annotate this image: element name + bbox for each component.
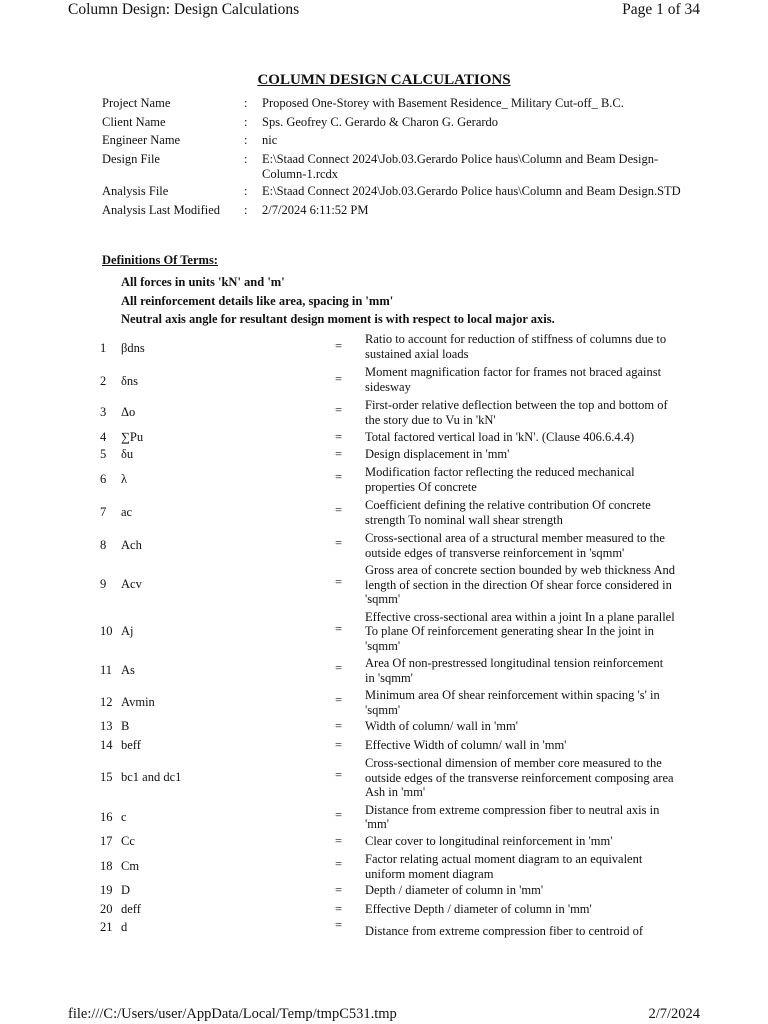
- term-equals: =: [335, 430, 343, 444]
- term-number: 5: [100, 446, 107, 461]
- term-row: [0, 498, 768, 527]
- term-row: [0, 365, 768, 394]
- info-colon: :: [244, 203, 248, 217]
- term-equals: =: [335, 719, 343, 733]
- note-neutral-axis: Neutral axis angle for resultant design moment is with respect to local major axis.: [121, 312, 555, 326]
- terms-list: [0, 332, 768, 939]
- info-label: Analysis File: [102, 184, 169, 198]
- term-symbol: Ach: [121, 538, 142, 552]
- term-equals: =: [335, 883, 343, 897]
- term-equals: =: [335, 372, 343, 386]
- term-row: [0, 738, 768, 753]
- term-equals: =: [335, 768, 343, 782]
- info-value: Proposed One-Storey with Basement Residence_ Military Cut-off_ B.C.: [262, 96, 624, 110]
- info-row-engineer-name: [102, 133, 682, 148]
- term-equals: =: [335, 901, 343, 916]
- page-header-title: Column Design: Design Calculations: [68, 1, 300, 18]
- note-forces-units: All forces in units 'kN' and 'm': [121, 275, 285, 289]
- term-symbol: Cm: [121, 859, 140, 873]
- term-description: Effective Width of column/ wall in 'mm': [365, 737, 567, 752]
- term-equals: =: [335, 403, 343, 417]
- term-number: 21: [100, 920, 113, 934]
- term-equals: =: [335, 470, 343, 484]
- info-row-analysis-last-modified: [102, 203, 682, 218]
- term-symbol: c: [121, 809, 127, 824]
- term-row: [0, 531, 768, 560]
- term-row: [0, 719, 768, 734]
- term-number: 17: [100, 833, 113, 848]
- term-equals: =: [335, 536, 343, 550]
- info-row-project-name: [102, 96, 682, 111]
- term-number: 16: [100, 809, 113, 824]
- term-row: [0, 610, 768, 654]
- term-row: [0, 834, 768, 849]
- info-label: Analysis Last Modified: [102, 203, 221, 217]
- term-number: 6: [100, 472, 107, 486]
- term-number: 20: [100, 901, 113, 916]
- info-label: Design File: [102, 152, 160, 166]
- info-label: Engineer Name: [102, 133, 181, 147]
- term-symbol: Avmin: [121, 695, 155, 709]
- info-row-design-file: [102, 152, 682, 182]
- term-description: Ratio to account for reduction of stiffness of columns due to sustained axial loads: [365, 332, 667, 361]
- term-description: Coefficient defining the relative contribution Of concrete strength To nominal wall shear strength: [365, 498, 651, 527]
- term-equals: =: [335, 339, 343, 353]
- term-symbol: deff: [121, 901, 141, 916]
- term-description: Factor relating actual moment diagram to an equivalent uniform moment diagram: [365, 852, 643, 881]
- term-description: Moment magnification factor for frames not braced against sidesway: [365, 365, 662, 394]
- term-symbol: As: [121, 663, 135, 677]
- term-symbol: ac: [121, 505, 133, 519]
- term-row: [0, 430, 768, 445]
- term-number: 7: [100, 505, 107, 519]
- term-symbol: λ: [121, 472, 128, 486]
- term-symbol: Acv: [121, 577, 142, 591]
- term-number: 4: [100, 430, 107, 444]
- term-row: [0, 920, 768, 939]
- term-equals: =: [335, 503, 343, 517]
- term-symbol: D: [121, 883, 131, 897]
- term-number: 14: [100, 737, 113, 752]
- term-symbol: βdns: [121, 341, 145, 355]
- info-value: Sps. Geofrey C. Gerardo & Charon G. Gerardo: [262, 115, 499, 129]
- info-colon: :: [244, 133, 248, 147]
- info-colon: :: [244, 184, 248, 198]
- term-row: [0, 465, 768, 494]
- term-equals: =: [335, 833, 343, 848]
- info-row-analysis-file: [102, 184, 682, 199]
- term-description: Gross area of concrete section bounded by web thickness And length of section in the direction Of shear force considered in 'sqmm': [365, 563, 675, 606]
- info-label: Project Name: [102, 96, 171, 110]
- project-info-table: [102, 96, 682, 218]
- info-colon: :: [244, 152, 248, 166]
- term-equals: =: [335, 621, 343, 636]
- term-row: [0, 902, 768, 917]
- term-description: Clear cover to longitudinal reinforcement in 'mm': [365, 833, 613, 848]
- term-description: Cross-sectional dimension of member core measured to the outside edges of the transverse reinforcement composing area Ash in 'mm': [365, 756, 674, 799]
- info-colon: :: [244, 96, 248, 110]
- term-row: [0, 803, 768, 832]
- term-row: [0, 332, 768, 361]
- term-description: Cross-sectional area of a structural member measured to the outside edges of transverse reinforcement in 'sqmm': [365, 531, 665, 560]
- term-number: 2: [100, 374, 107, 388]
- term-number: 8: [100, 538, 107, 552]
- term-row: [0, 563, 768, 607]
- page-number: Page 1 of 34: [622, 1, 700, 18]
- term-symbol: beff: [121, 737, 141, 752]
- term-equals: =: [335, 857, 343, 871]
- term-number: 11: [100, 663, 113, 677]
- term-symbol: Aj: [121, 623, 134, 638]
- term-equals: =: [335, 575, 343, 589]
- info-value: nic: [262, 133, 278, 147]
- term-description: Area Of non-prestressed longitudinal tension reinforcement in 'sqmm': [365, 656, 664, 685]
- term-description: Depth / diameter of column in 'mm': [365, 883, 544, 897]
- term-row: [0, 852, 768, 881]
- term-symbol: Δo: [121, 405, 136, 419]
- info-label: Client Name: [102, 115, 166, 129]
- term-row: [0, 883, 768, 898]
- info-value: 2/7/2024 6:11:52 PM: [262, 203, 369, 217]
- term-equals: =: [335, 918, 343, 932]
- term-symbol: bc1 and dc1: [121, 770, 182, 784]
- term-number: 10: [100, 623, 113, 638]
- info-colon: :: [244, 115, 248, 129]
- term-number: 13: [100, 719, 113, 733]
- info-value: E:\Staad Connect 2024\Job.03.Gerardo Police haus\Column and Beam Design.STD: [262, 184, 681, 198]
- term-row: [0, 398, 768, 427]
- term-equals: =: [335, 446, 343, 461]
- info-row-client-name: [102, 115, 682, 130]
- term-number: 18: [100, 859, 113, 873]
- term-row: [0, 688, 768, 717]
- term-description: Distance from extreme compression fiber to centroid of: [365, 924, 644, 938]
- term-description: Effective Depth / diameter of column in 'mm': [365, 901, 592, 916]
- term-symbol: d: [121, 920, 128, 934]
- term-row: [0, 756, 768, 800]
- term-description: Width of column/ wall in 'mm': [365, 719, 518, 733]
- term-symbol: B: [121, 719, 130, 733]
- footer-file-path: file:///C:/Users/user/AppData/Local/Temp/tmpC531.tmp: [68, 1006, 397, 1022]
- term-description: Minimum area Of shear reinforcement within spacing 's' in 'sqmm': [365, 688, 660, 717]
- info-value: E:\Staad Connect 2024\Job.03.Gerardo Police haus\Column and Beam Design-Column-1.rcdx: [262, 152, 659, 181]
- term-description: Design displacement in 'mm': [365, 446, 510, 461]
- term-equals: =: [335, 693, 343, 707]
- term-number: 1: [100, 341, 107, 355]
- term-number: 15: [100, 770, 113, 784]
- term-row: [0, 447, 768, 462]
- term-equals: =: [335, 661, 343, 675]
- note-reinforcement-units: All reinforcement details like area, spacing in 'mm': [121, 293, 394, 308]
- term-number: 19: [100, 883, 113, 897]
- term-equals: =: [335, 807, 343, 822]
- definitions-heading: Definitions Of Terms:: [102, 253, 218, 267]
- document-title: COLUMN DESIGN CALCULATIONS: [257, 72, 511, 88]
- term-description: Total factored vertical load in 'kN'. (Clause 406.6.4.4): [365, 430, 635, 444]
- term-description: Effective cross-sectional area within a joint In a plane parallel To plane Of reinforcement generating shear In the joint in 'sqmm': [365, 609, 675, 653]
- term-equals: =: [335, 737, 343, 752]
- term-number: 12: [100, 695, 113, 709]
- term-symbol: δns: [121, 374, 139, 388]
- term-symbol: δu: [121, 446, 134, 461]
- term-row: [0, 656, 768, 685]
- definitions-notes: [121, 273, 555, 329]
- term-description: First-order relative deflection between the top and bottom of the story due to Vu in 'kN': [365, 398, 668, 427]
- term-number: 9: [100, 577, 107, 591]
- term-description: Modification factor reflecting the reduced mechanical properties Of concrete: [365, 465, 635, 494]
- term-number: 3: [100, 405, 107, 419]
- term-symbol: ∑Pu: [121, 430, 144, 444]
- term-symbol: Cc: [121, 833, 135, 848]
- term-description: Distance from extreme compression fiber to neutral axis in 'mm': [365, 802, 660, 831]
- footer-date: 2/7/2024: [648, 1006, 700, 1022]
